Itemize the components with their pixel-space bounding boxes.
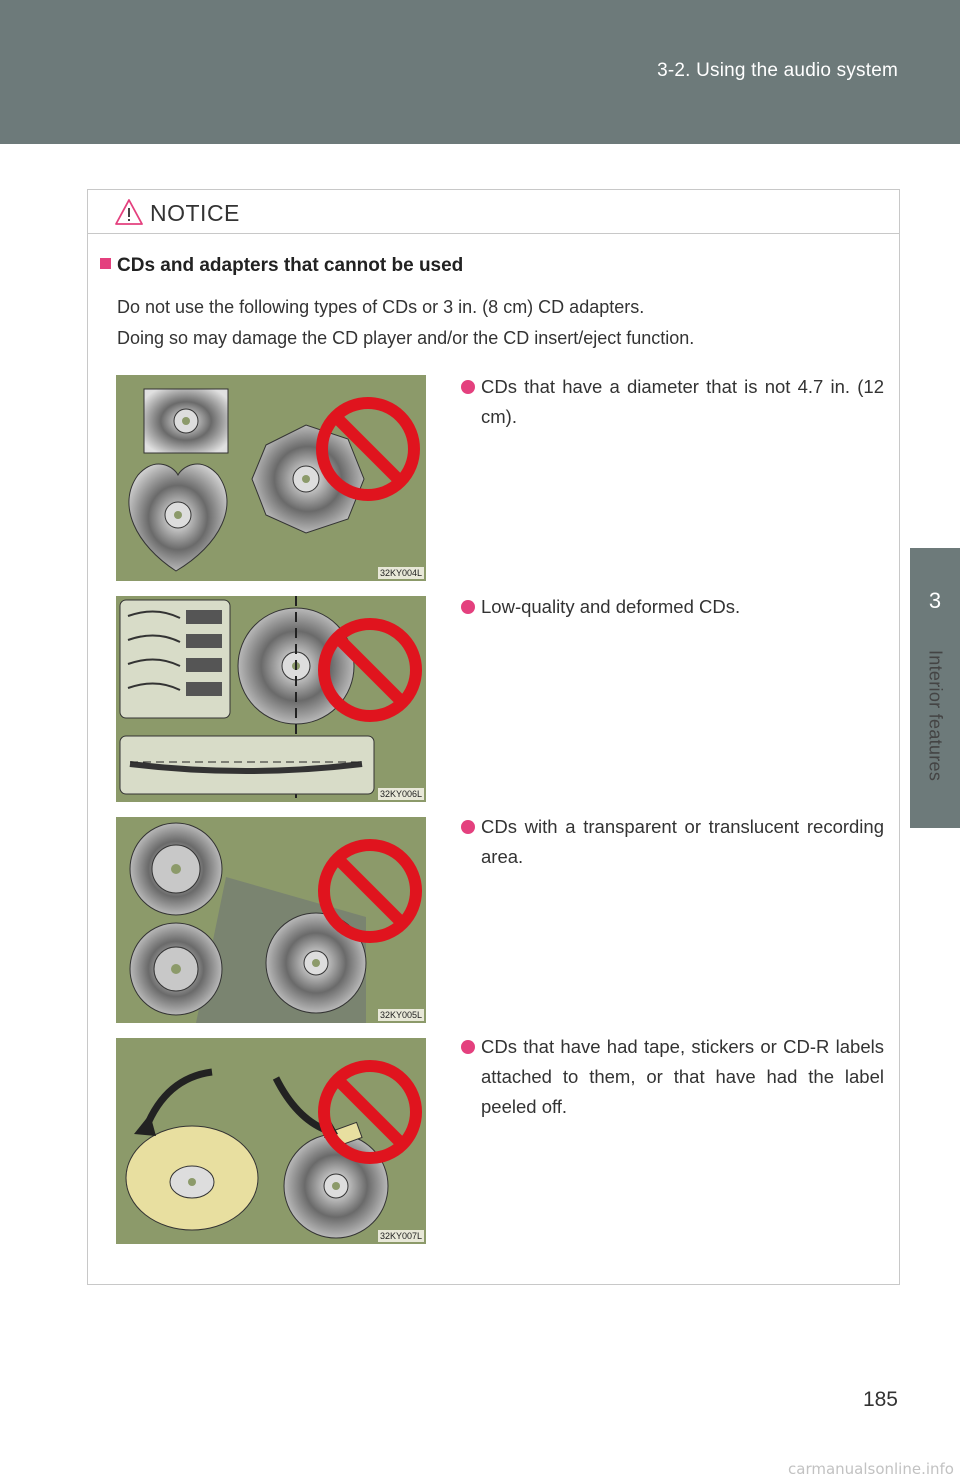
list-item (461, 372, 884, 432)
notice-header (88, 190, 899, 234)
figure-code: 32KY006L (379, 789, 422, 799)
figure-labeled-cds (116, 1038, 426, 1244)
labeled-cds-illustration (116, 1038, 426, 1244)
list-item-text: CDs that have had tape, stickers or CD-R labels attached to them, or that have had the label peeled off. (481, 1036, 884, 1117)
intro-paragraph (117, 292, 887, 354)
figure-code: 32KY004L (379, 568, 422, 578)
header-bar (0, 0, 960, 144)
chapter-number: 3 (928, 588, 942, 613)
figure-deformed-cds (116, 596, 426, 802)
list-item (461, 812, 884, 872)
intro-line-2: Doing so may damage the CD player and/or the CD insert/eject function. (117, 328, 695, 348)
warning-triangle-icon (114, 198, 144, 226)
round-bullet-icon (461, 380, 475, 394)
odd-shaped-cds-illustration (116, 375, 426, 581)
chapter-label-text: Interior features (925, 650, 946, 782)
deformed-cds-illustration (116, 596, 426, 802)
list-item-text: CDs with a transparent or translucent recording area. (481, 816, 884, 867)
watermark: carmanualsonline.info (788, 1460, 954, 1478)
round-bullet-icon (461, 1040, 475, 1054)
chapter-label (910, 650, 960, 825)
section-title-text: CDs and adapters that cannot be used (117, 255, 464, 276)
list-item (461, 1032, 884, 1122)
list-item-text: Low-quality and deformed CDs. (481, 596, 741, 617)
intro-line-1: Do not use the following types of CDs or 3 in. (8 cm) CD adapters. (117, 297, 645, 317)
figure-code: 32KY007L (379, 1231, 422, 1241)
round-bullet-icon (461, 820, 475, 834)
round-bullet-icon (461, 600, 475, 614)
figure-code: 32KY005L (379, 1010, 422, 1020)
list-item (461, 592, 884, 622)
notice-title: NOTICE (150, 200, 240, 226)
section-header-title: 3-2. Using the audio system (657, 60, 898, 81)
list-item-text: CDs that have a diameter that is not 4.7 in. (12 cm). (481, 376, 884, 427)
square-bullet-icon (100, 258, 111, 269)
transparent-cds-illustration (116, 817, 426, 1023)
figure-transparent-cds (116, 817, 426, 1023)
figure-odd-shaped-cds (116, 375, 426, 581)
page-number: 185 (862, 1388, 898, 1411)
section-title (100, 255, 463, 277)
